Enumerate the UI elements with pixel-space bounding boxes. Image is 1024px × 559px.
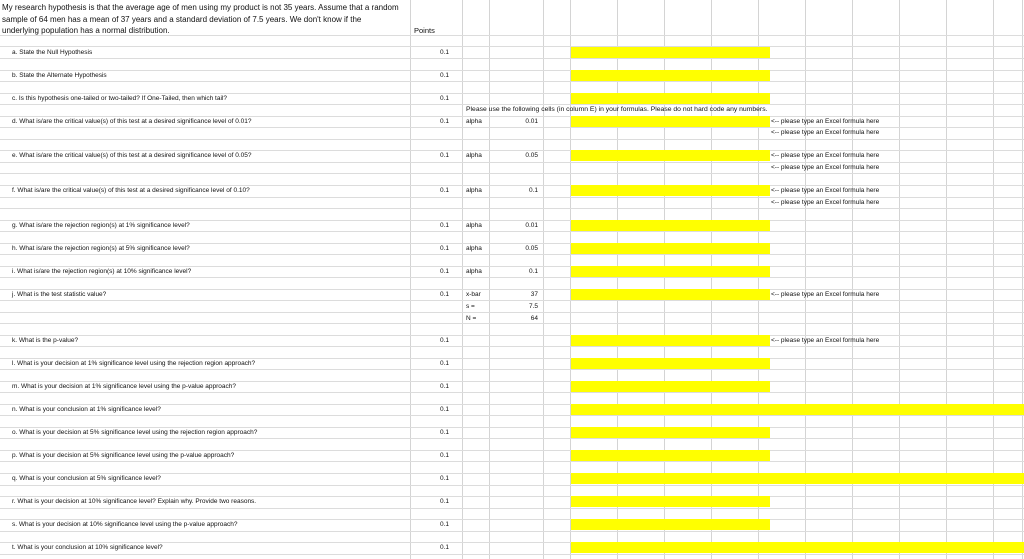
param-value[interactable]: 7.5: [528, 303, 538, 310]
question-s[interactable]: s. What is your decision at 10% significance level using the p-value approach?: [12, 521, 238, 528]
answer-cell-wide[interactable]: [571, 473, 1024, 484]
row-divider: [0, 81, 1024, 82]
formula-note: <-- please type an Excel formula here: [771, 199, 880, 206]
formula-note: <-- please type an Excel formula here: [771, 118, 880, 125]
param-label[interactable]: s =: [466, 303, 475, 310]
param-value[interactable]: 0.05: [525, 152, 538, 159]
question-j[interactable]: j. What is the test statistic value?: [12, 291, 107, 298]
column-divider: [489, 0, 490, 559]
answer-cell[interactable]: [571, 70, 770, 81]
param-label[interactable]: alpha: [466, 187, 482, 194]
question-p[interactable]: p. What is your decision at 5% significance level using the p-value approach?: [12, 452, 235, 459]
row-divider: [0, 173, 1024, 174]
question-r[interactable]: r. What is your decision at 10% significance level? Explain why. Provide two reasons.: [12, 498, 257, 505]
points-value[interactable]: 0.1: [440, 360, 450, 367]
answer-cell[interactable]: [571, 150, 770, 161]
param-label[interactable]: alpha: [466, 152, 482, 159]
column-divider: [462, 0, 463, 559]
param-label[interactable]: alpha: [466, 245, 482, 252]
param-value[interactable]: 0.1: [528, 187, 538, 194]
question-h[interactable]: h. What is/are the rejection region(s) at 5% significance level?: [12, 245, 190, 252]
param-label[interactable]: x-bar: [466, 291, 481, 298]
answer-cell[interactable]: [571, 243, 770, 254]
question-a[interactable]: a. State the Null Hypothesis: [12, 49, 93, 56]
question-i[interactable]: i. What is/are the rejection region(s) at 10% significance level?: [12, 268, 192, 275]
row-divider: [0, 277, 1024, 278]
param-value[interactable]: 0.01: [525, 118, 538, 125]
row-divider: [0, 415, 1024, 416]
points-value[interactable]: 0.1: [440, 521, 450, 528]
answer-cell[interactable]: [571, 116, 770, 127]
points-value[interactable]: 0.1: [440, 452, 450, 459]
answer-cell[interactable]: [571, 427, 770, 438]
question-d[interactable]: d. What is/are the critical value(s) of this test at a desired significance level of 0.01?: [12, 118, 252, 125]
answer-cell[interactable]: [571, 185, 770, 196]
question-l[interactable]: l. What is your decision at 1% significance level using the rejection region approach?: [12, 360, 256, 367]
points-value[interactable]: 0.1: [440, 72, 450, 79]
answer-cell[interactable]: [571, 358, 770, 369]
question-m[interactable]: m. What is your decision at 1% significance level using the p-value approach?: [12, 383, 237, 390]
points-value[interactable]: 0.1: [440, 222, 450, 229]
param-label[interactable]: alpha: [466, 222, 482, 229]
points-header: Points: [414, 26, 435, 35]
question-f[interactable]: f. What is/are the critical value(s) of this test at a desired significance level of 0.10?: [12, 187, 250, 194]
points-value[interactable]: 0.1: [440, 245, 450, 252]
param-label[interactable]: alpha: [466, 118, 482, 125]
row-divider: [0, 254, 1024, 255]
answer-cell[interactable]: [571, 335, 770, 346]
question-o[interactable]: o. What is your decision at 5% significance level using the rejection region approach?: [12, 429, 258, 436]
param-value[interactable]: 0.1: [528, 268, 538, 275]
row-divider: [0, 392, 1024, 393]
answer-cell[interactable]: [571, 289, 770, 300]
formula-note: <-- please type an Excel formula here: [771, 164, 880, 171]
answer-cell[interactable]: [571, 450, 770, 461]
answer-cell[interactable]: [571, 220, 770, 231]
column-divider: [543, 0, 544, 559]
formula-note: <-- please type an Excel formula here: [771, 187, 880, 194]
question-k[interactable]: k. What is the p-value?: [12, 337, 79, 344]
intro-line: sample of 64 men has a mean of 37 years and a standard deviation of 7.5 years. We don't know if the: [2, 14, 362, 24]
row-divider: [0, 438, 1024, 439]
question-b[interactable]: b. State the Alternate Hypothesis: [12, 72, 107, 79]
points-value[interactable]: 0.1: [440, 383, 450, 390]
row-divider: [0, 346, 1024, 347]
answer-cell-wide[interactable]: [571, 542, 1024, 553]
param-value[interactable]: 64: [530, 315, 538, 322]
formula-instruction: Please use the following cells (in column E) in your formulas. Please do not hard code any numbers.: [466, 106, 768, 113]
question-t[interactable]: t. What is your conclusion at 10% significance level?: [12, 544, 163, 551]
points-value[interactable]: 0.1: [440, 118, 450, 125]
row-divider: [0, 531, 1024, 532]
row-divider: [0, 231, 1024, 232]
points-value[interactable]: 0.1: [440, 291, 450, 298]
question-c[interactable]: c. Is this hypothesis one-tailed or two-tailed? If One-Tailed, then which tail?: [12, 95, 227, 102]
answer-cell[interactable]: [571, 381, 770, 392]
points-value[interactable]: 0.1: [440, 95, 450, 102]
param-value[interactable]: 0.01: [525, 222, 538, 229]
points-value[interactable]: 0.1: [440, 544, 450, 551]
row-divider: [0, 461, 1024, 462]
question-g[interactable]: g. What is/are the rejection region(s) at 1% significance level?: [12, 222, 190, 229]
answer-cell[interactable]: [571, 93, 770, 104]
intro-paragraph: [2, 2, 399, 37]
row-divider: [0, 208, 1024, 209]
answer-cell[interactable]: [571, 519, 770, 530]
row-divider: [0, 508, 1024, 509]
points-value[interactable]: 0.1: [440, 429, 450, 436]
formula-note: <-- please type an Excel formula here: [771, 291, 880, 298]
intro-line: underlying population has a normal distribution.: [2, 26, 170, 35]
formula-note: <-- please type an Excel formula here: [771, 152, 880, 159]
row-divider: [0, 485, 1024, 486]
answer-cell[interactable]: [571, 47, 770, 58]
formula-note: <-- please type an Excel formula here: [771, 337, 880, 344]
points-value[interactable]: 0.1: [440, 498, 450, 505]
points-value[interactable]: 0.1: [440, 406, 450, 413]
param-label[interactable]: N =: [466, 315, 477, 322]
answer-cell[interactable]: [571, 496, 770, 507]
question-e[interactable]: e. What is/are the critical value(s) of this test at a desired significance level of 0.05?: [12, 152, 252, 159]
column-divider: [410, 0, 411, 559]
param-label[interactable]: alpha: [466, 268, 482, 275]
answer-cell-wide[interactable]: [571, 404, 1024, 415]
row-divider: [0, 58, 1024, 59]
row-divider: [0, 369, 1024, 370]
points-value[interactable]: 0.1: [440, 475, 450, 482]
question-q[interactable]: q. What is your conclusion at 5% significance level?: [12, 475, 161, 482]
row-divider: [0, 554, 1024, 555]
row-divider: [0, 46, 1024, 47]
row-divider: [0, 70, 1024, 71]
param-value[interactable]: 0.05: [525, 245, 538, 252]
param-value[interactable]: 37: [530, 291, 538, 298]
points-value[interactable]: 0.1: [440, 49, 450, 56]
points-value[interactable]: 0.1: [440, 337, 450, 344]
formula-note: <-- please type an Excel formula here: [771, 129, 880, 136]
points-value[interactable]: 0.1: [440, 268, 450, 275]
row-divider: [0, 139, 1024, 140]
answer-cell[interactable]: [571, 266, 770, 277]
points-value[interactable]: 0.1: [440, 152, 450, 159]
intro-line: My research hypothesis is that the average age of men using my product is not 35 years. Assume that a random: [2, 3, 399, 12]
question-n[interactable]: n. What is your conclusion at 1% significance level?: [12, 406, 161, 413]
points-value[interactable]: 0.1: [440, 187, 450, 194]
